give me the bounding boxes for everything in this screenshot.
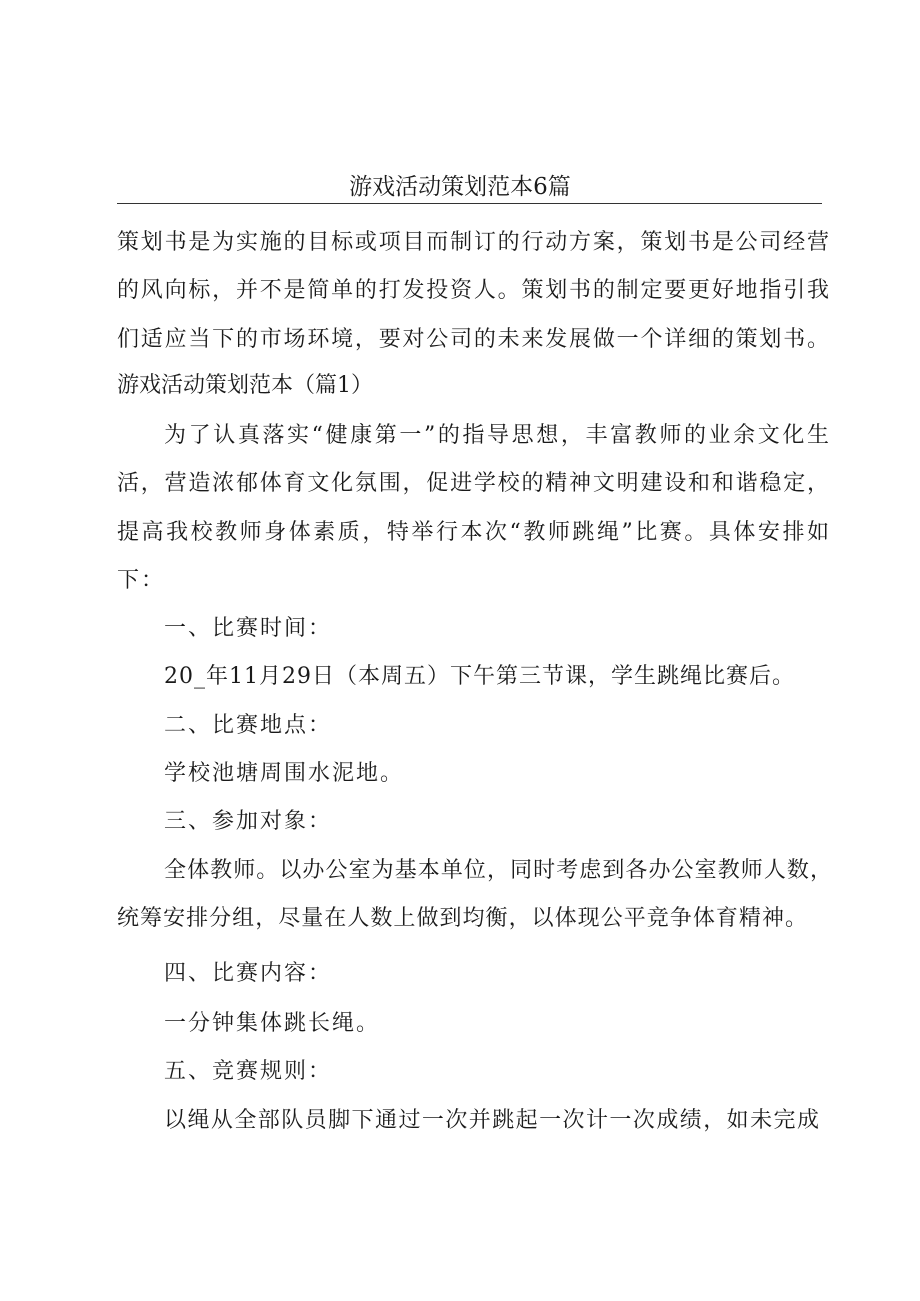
intro-line: 策划书是为实施的目标或项目而制订的行动方案，策划书是公司经营 — [117, 230, 829, 255]
item-body: 统筹安排分组，尽量在人数上做到均衡，以体现公平竞争体育精神。 — [117, 906, 807, 931]
item-heading: 二、比赛地点： — [164, 713, 333, 738]
purpose-line: 活，营造浓郁体育文化氛围，促进学校的精神文明建设和和谐稳定， — [117, 471, 829, 496]
section-heading: 游戏活动策划范本（篇1） — [117, 373, 373, 398]
item-heading: 一、比赛时间： — [164, 616, 333, 641]
intro-line: 的风向标，并不是简单的打发投资人。策划书的制定要更好地指引我 — [117, 278, 829, 303]
item-heading: 五、竞赛规则： — [164, 1059, 333, 1084]
purpose-line: 下： — [117, 568, 166, 593]
title-divider — [117, 203, 822, 204]
item-body: 全体教师。以办公室为基本单位，同时考虑到各办公室教师人数， — [164, 858, 832, 883]
page-title: 游戏活动策划范本6篇 — [349, 174, 571, 200]
item-heading: 三、参加对象： — [164, 809, 333, 834]
purpose-line: 为了认真落实“健康第一”的指导思想，丰富教师的业余文化生 — [164, 423, 829, 448]
item-body: 以绳从全部队员脚下通过一次并跳起一次计一次成绩，如未完成 — [164, 1108, 819, 1133]
intro-line: 们适应当下的市场环境，要对公司的未来发展做一个详细的策划书。 — [117, 327, 829, 352]
item-body: 一分钟集体跳长绳。 — [164, 1011, 381, 1036]
item-body: 20_年11月29日（本周五）下午第三节课，学生跳绳比赛后。 — [164, 664, 795, 689]
item-heading: 四、比赛内容： — [164, 961, 333, 986]
item-body: 学校池塘周围水泥地。 — [164, 761, 405, 786]
purpose-line: 提高我校教师身体素质，特举行本次“教师跳绳”比赛。具体安排如 — [117, 520, 829, 545]
